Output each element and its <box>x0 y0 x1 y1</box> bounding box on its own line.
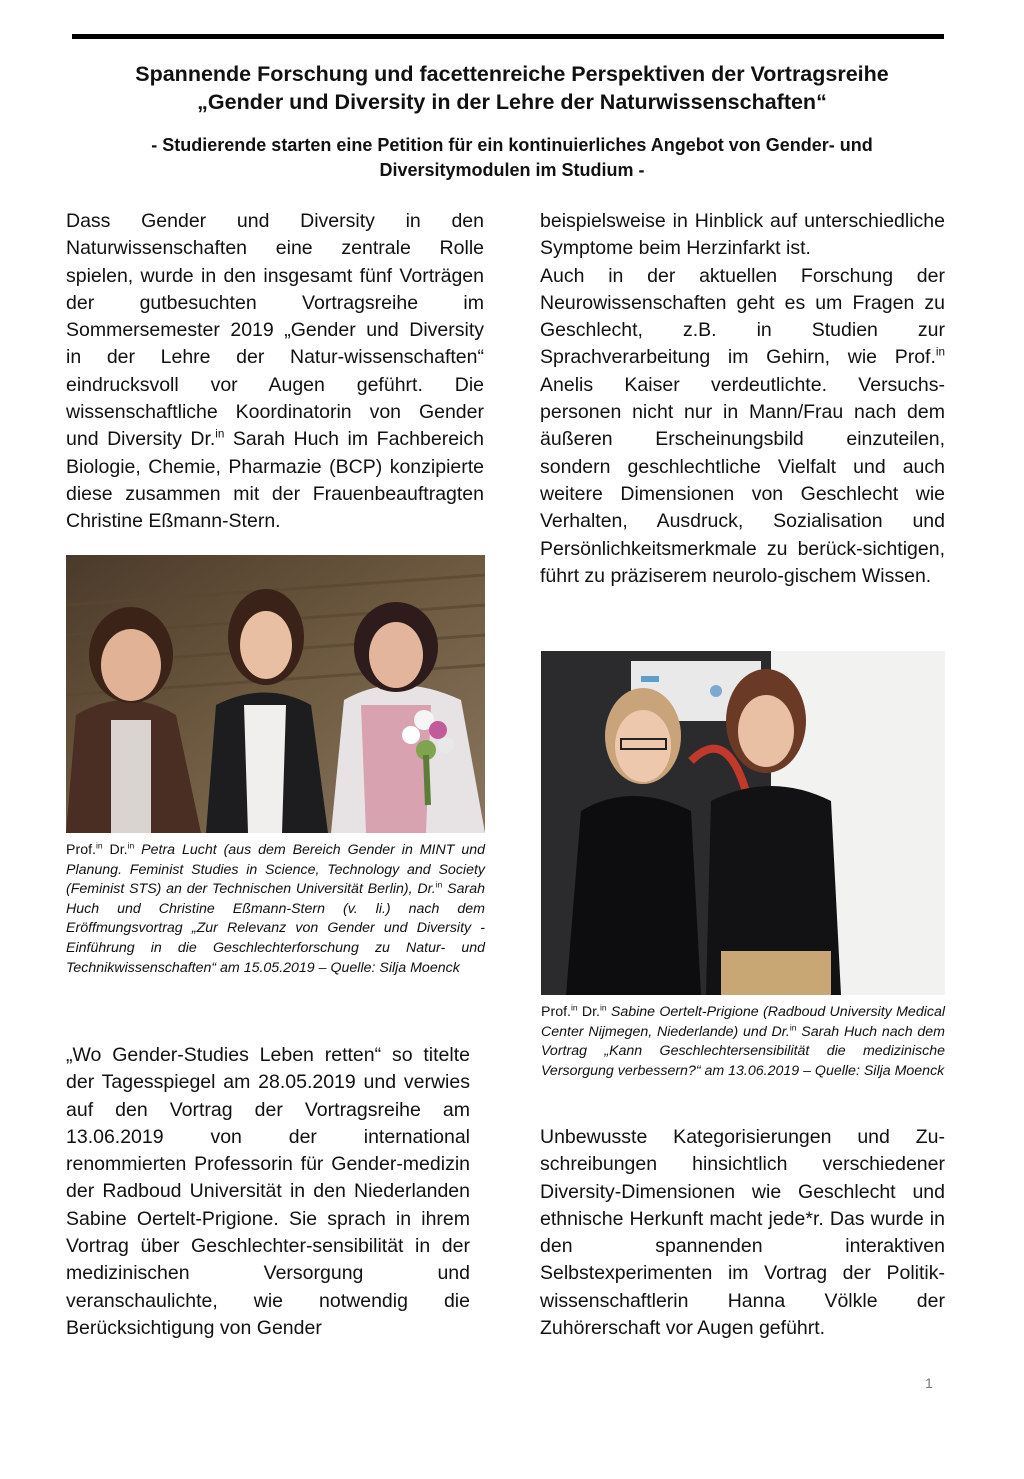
subtitle-line-1: - Studierende starten eine Petition für ein kontinuierliches Angebot von Gender- und <box>151 135 873 155</box>
page-number: 1 <box>925 1375 933 1391</box>
page-subtitle <box>72 133 952 183</box>
top-rule <box>72 34 944 39</box>
page-title <box>72 60 952 116</box>
right-paragraph-1: beispielsweise in Hinblick auf unterschiedliche Symptome beim Herzinfarkt ist. Auch in der aktuellen Forschung der Neurowissenschaften geht es um Fragen zu Geschlecht, z.B. in Studien zur Sprachverarbeitung im Gehirn, wie Prof.$^{in}$ Anelis Kaiser verdeutlichte. Versuchs-personen nicht nur in Mann/Frau nach dem äußeren Erscheinungsbild einzuteilen, sondern geschlechtliche Vielfalt und auch weitere Dimensionen von Geschlecht wie Verhalten, Ausdruck, Sozialisation und Persönlichkeitsmerkmale zu berück-sichtigen, führt zu präziserem neurolo-gischem Wissen. <box>540 210 945 587</box>
title-line-1: Spannende Forschung und facettenreiche Perspektiven der Vortragsreihe <box>135 62 889 86</box>
title-line-2: „Gender und Diversity in der Lehre der Naturwissenschaften“ <box>197 90 827 114</box>
photo-three-women <box>66 555 485 833</box>
photo-two-women <box>541 651 945 995</box>
paragraph-kategorisierungen: Unbewusste Kategorisierungen und Zu-schreibungen hinsichtlich verschiedener Diversity-Dimensionen wie Geschlecht und ethnische Herkunft macht jede*r. Das wurde in den spannenden interaktiven Selbstexperimenten im Vortrag der Politik-wissenschaftlerin Hanna Völkle der Zuhörerschaft vor Augen geführt. <box>540 1126 945 1340</box>
caption-photo-2: Prof.$^{in}$ Dr.$^{in}$ Sabine Oertelt-Prigione (Radboud University Medical Center Nijmegen, Niederlande) und Dr.$^{in}$ Sarah Huch nach dem Vortrag „Kann Geschlechtersensibilität die medizinische Versorgung verbessern?“ am 13.06.2019 – Quelle: Silja Moenck <box>541 1002 945 1079</box>
intro-paragraph: Dass Gender und Diversity in den Naturwissenschaften eine zentrale Rolle spielen, wurde in den insgesamt fünf Vorträgen der gutbesuchten Vortragsreihe im Sommersemester 2019 „Gender und Diversity in der Lehre der Natur-wissenschaften“ eindrucksvoll vor Augen geführt. Die wissenschaftliche Koordinatorin von Gender und Diversity Dr.$^{in}$ Sarah Huch im Fachbereich Biologie, Chemie, Pharmazie (BCP) konzipierte diese zusammen mit der Frauenbeauftragten Christine Eßmann-Stern. <box>66 210 484 533</box>
subtitle-line-2: Diversitymodulen im Studium - <box>379 160 645 180</box>
caption-photo-1: Prof.$^{in}$ Dr.$^{in}$ Petra Lucht (aus dem Bereich Gender in MINT und Planung. Feminist Studies in Science, Technology and Society (Feminist STS) an der Technischen Universität Berlin), Dr.$^{in}$ Sarah Huch und Christine Eßmann-Stern (v. li.) nach dem Eröffmungsvortrag „Zur Relevanz von Gender und Diversity - Einführung in die Geschlechterforschung zu Natur- und Technikwissenschaften“ am 15.05.2019 – Quelle: Silja Moenck <box>66 840 485 976</box>
paragraph-tagesspiegel: „Wo Gender-Studies Leben retten“ so titelte der Tagesspiegel am 28.05.2019 und verwies auf den Vortrag der Vortragsreihe am 13.06.2019 von der international renommierten Professorin für Gender-medizin der Radboud Universität in den Niederlanden Sabine Oertelt-Prigione. Sie sprach in ihrem Vortrag über Geschlechter-sensibilität in der medizinischen Versorgung und veranschaulichte, wie notwendig die Berücksichtigung von Gender <box>66 1044 470 1339</box>
